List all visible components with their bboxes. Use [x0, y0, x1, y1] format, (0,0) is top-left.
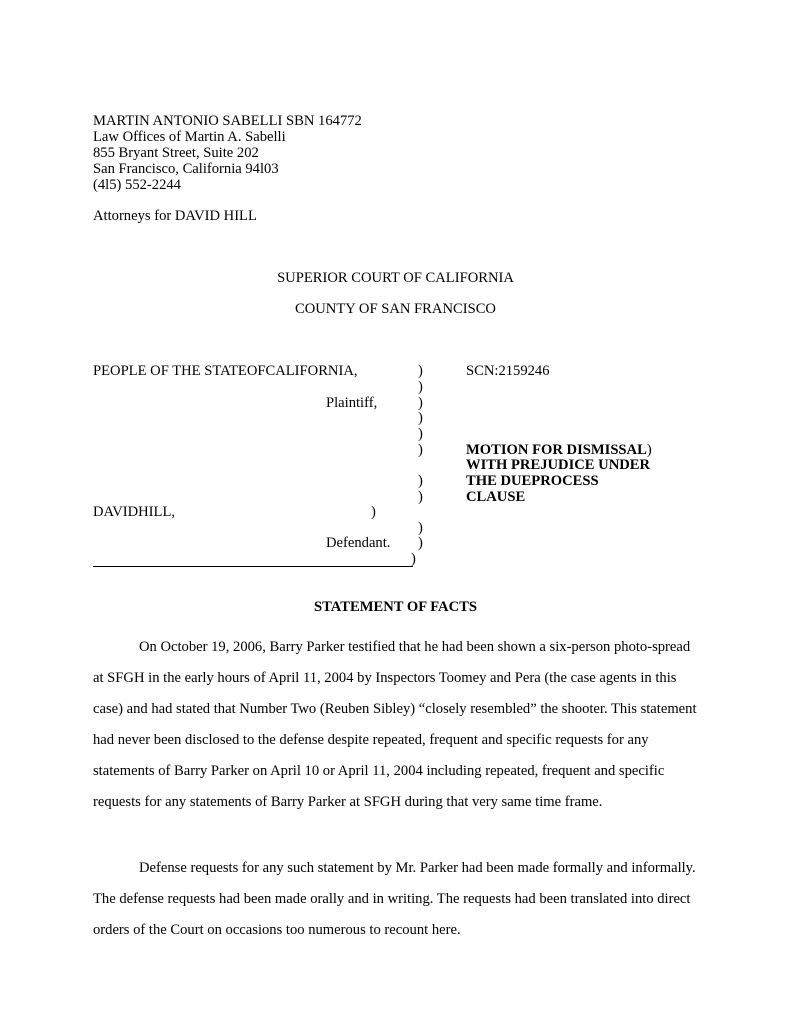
caption-bracket-paren: ) [371, 504, 376, 520]
caption-bracket-paren: ) [418, 473, 423, 489]
defendant-label: Defendant. [326, 535, 391, 551]
caption-underline-rule [93, 566, 413, 567]
attorney-street-line: 855 Bryant Street, Suite 202 [93, 145, 259, 161]
motion-title-line-2: WITH PREJUDICE UNDER [466, 457, 651, 473]
caption-bracket-paren: ) [418, 535, 423, 551]
court-county: COUNTY OF SAN FRANCISCO [295, 301, 496, 317]
statement-paragraph-1-text: On October 19, 2006, Barry Parker testified that he had been shown a six-person photo-spread at SFGH in the early hours of April 11, 2004 by Inspectors Toomey and Pera (the case agents in this case) and had stated that Number Two (Reuben Sibley) “closely resembled” the shooter. This statement had never been disclosed to the defense despite repeated, frequent and specific requests for any statements of Barry Parker on April 10 or April 11, 2004 including repeated, frequent and specific requests for any statements of Barry Parker at SFGH during that very same time frame. [93, 639, 697, 810]
case-number: SCN:2159246 [466, 363, 550, 379]
statement-paragraph-1 [93, 632, 697, 818]
court-name: SUPERIOR COURT OF CALIFORNIA [277, 270, 514, 286]
motion-title-paren: ) [646, 442, 652, 458]
caption-bracket-paren: ) [411, 551, 416, 567]
attorney-city-line: San Francisco, California 94l03 [93, 161, 279, 177]
caption-bracket-paren: ) [418, 489, 423, 505]
attorney-name-line: MARTIN ANTONIO SABELLI SBN 164772 [93, 113, 362, 129]
defendant-party: DAVIDHILL, [93, 504, 176, 520]
caption-bracket-paren: ) [418, 379, 423, 395]
caption-bracket-paren: ) [418, 442, 423, 458]
motion-title-line-1 [466, 442, 652, 458]
caption-bracket-paren: ) [418, 520, 423, 536]
caption-bracket-paren: ) [418, 426, 423, 442]
motion-title-text: MOTION FOR DISMISSAL [466, 442, 647, 458]
motion-title-line-3: THE DUEPROCESS [466, 473, 599, 489]
caption-bracket-paren: ) [418, 395, 423, 411]
plaintiff-party: PEOPLE OF THE STATEOFCALIFORNIA, [93, 363, 358, 379]
caption-bracket-paren: ) [418, 410, 423, 426]
attorney-office-line: Law Offices of Martin A. Sabelli [93, 129, 286, 145]
attorneys-for-line: Attorneys for DAVID HILL [93, 208, 257, 224]
statement-heading: STATEMENT OF FACTS [314, 599, 477, 615]
attorney-phone-line: (4l5) 552-2244 [93, 177, 181, 193]
statement-paragraph-2-text: Defense requests for any such statement by Mr. Parker had been made formally and informally. The defense requests had been made orally and in writing. The requests had been translated into direct orders of the Court on occasions too numerous to recount here. [93, 860, 696, 938]
motion-title-line-4: CLAUSE [466, 489, 526, 505]
plaintiff-label: Plaintiff, [326, 395, 378, 411]
caption-bracket-paren: ) [418, 363, 423, 379]
statement-paragraph-2 [93, 853, 697, 946]
